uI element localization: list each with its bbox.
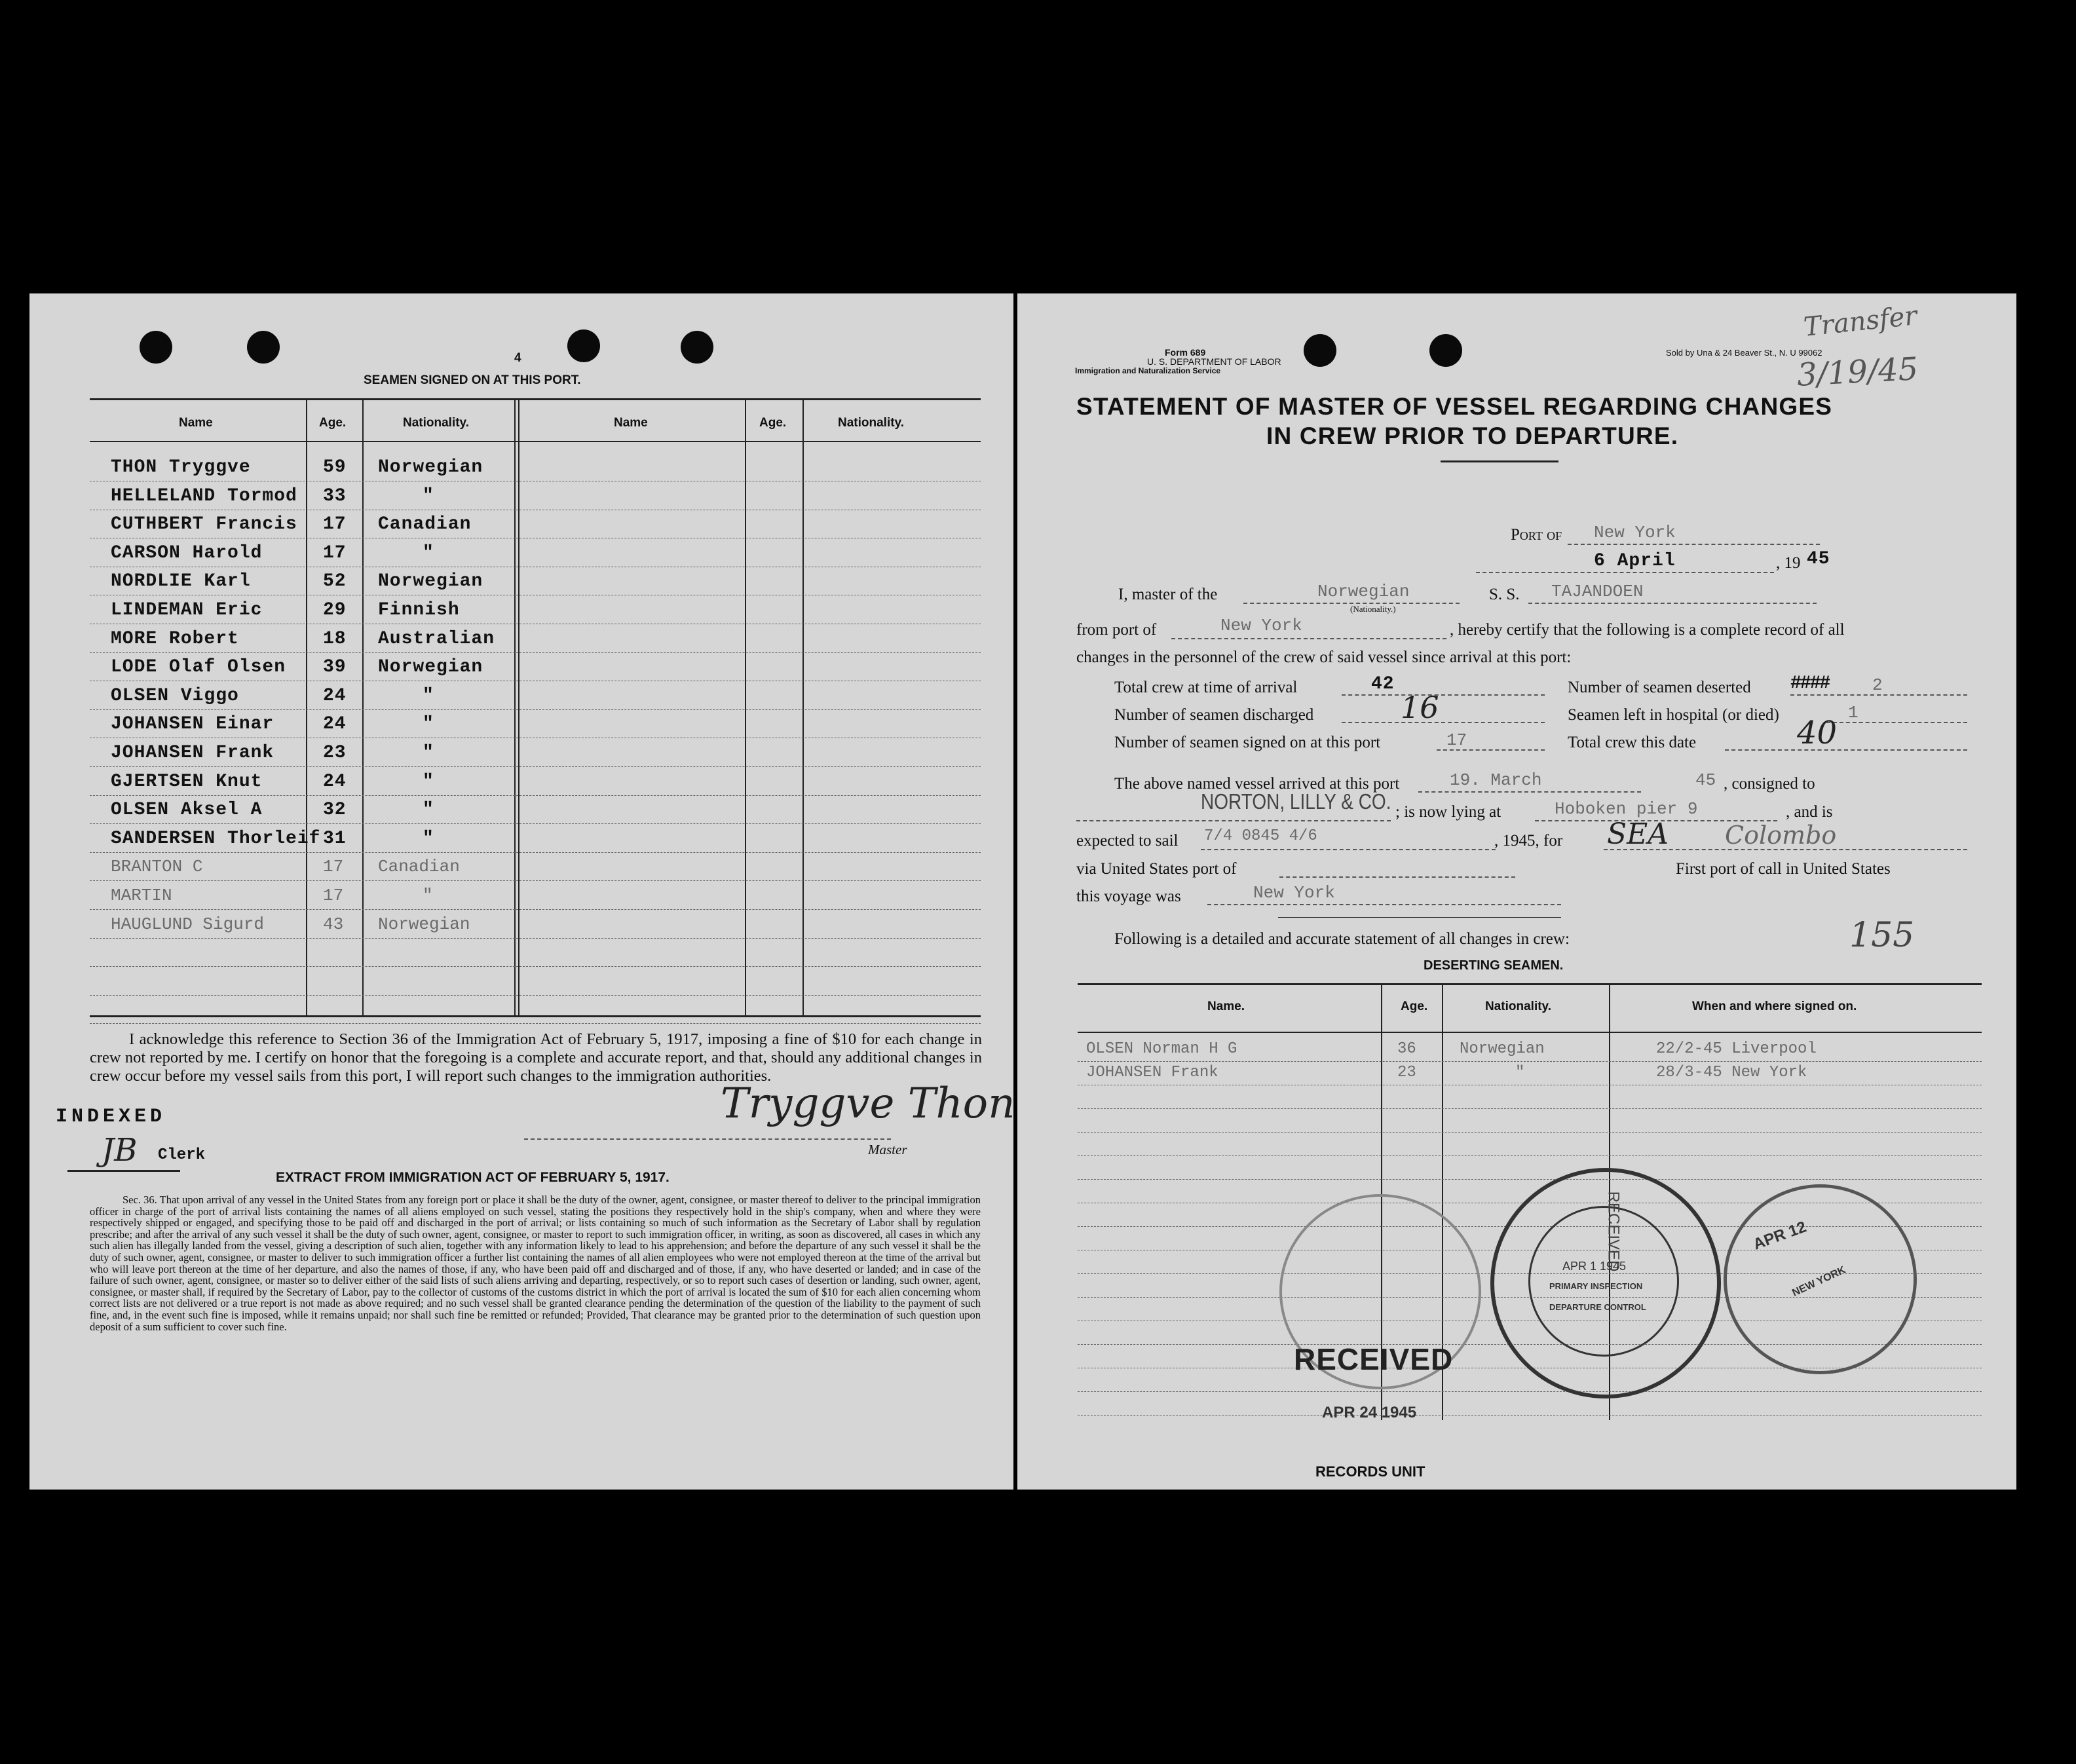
handwritten-155: 155 bbox=[1849, 916, 1915, 955]
hospital-value: 1 bbox=[1848, 703, 1859, 722]
extract-title: EXTRACT FROM IMMIGRATION ACT OF FEBRUARY 5, 1917. bbox=[276, 1170, 670, 1185]
seaman-nationality: " bbox=[423, 828, 434, 849]
seaman-nationality: Canadian bbox=[378, 857, 460, 877]
table-header-rule bbox=[90, 441, 981, 442]
certify-text: , hereby certify that the following is a complete record of all bbox=[1450, 621, 1845, 639]
stamp-apr-12: APR 12 bbox=[1750, 1218, 1809, 1254]
punch-hole bbox=[1429, 334, 1462, 367]
seaman-name: MARTIN bbox=[111, 886, 172, 905]
lying-at-text: ; is now lying at bbox=[1395, 803, 1501, 821]
first-port-label: First port of call in United States bbox=[1676, 860, 1891, 878]
seaman-name: OLSEN Aksel A bbox=[111, 800, 263, 821]
seaman-nationality: Norwegian bbox=[378, 914, 470, 934]
header-age-2: Age. bbox=[759, 416, 787, 430]
seaman-age: 43 bbox=[323, 914, 344, 934]
from-port-value: New York bbox=[1220, 616, 1302, 635]
seaman-nationality: Canadian bbox=[378, 514, 472, 535]
left-page bbox=[29, 293, 1013, 1490]
desert-row-rule bbox=[1078, 1179, 1982, 1180]
seaman-age: 17 bbox=[323, 857, 344, 877]
desert-header-age: Age. bbox=[1401, 1000, 1428, 1013]
total-crew-arrival-value: 42 bbox=[1371, 674, 1395, 694]
deserter-age: 36 bbox=[1397, 1040, 1416, 1058]
following-text: Following is a detailed and accurate statement of all changes in crew: bbox=[1114, 930, 1570, 948]
count-line bbox=[1342, 722, 1545, 723]
punch-hole bbox=[140, 331, 172, 364]
seaman-name: MORE Robert bbox=[111, 628, 239, 649]
hospital-label: Seamen left in hospital (or died) bbox=[1568, 706, 1779, 724]
form-title-line2: IN CREW PRIOR TO DEPARTURE. bbox=[1266, 422, 1679, 449]
seaman-name: GJERTSEN Knut bbox=[111, 771, 263, 792]
seaman-age: 24 bbox=[323, 714, 347, 735]
col-divider bbox=[306, 400, 307, 1015]
seaman-name: SANDERSEN Thorleif bbox=[111, 828, 321, 849]
row-rule bbox=[90, 880, 981, 881]
arrived-value: 19. March bbox=[1450, 770, 1542, 790]
desert-row-rule bbox=[1078, 1132, 1982, 1133]
acknowledgement-text: I acknowledge this reference to Section 36 of the Immigration Act of February 5, 1917, imposing a fine of $10 for each change in crew not reported by me. I certify on honor that the foregoing is a complete and accurate report, and that, should any additional changes in crew occur before my vessel sails from this port, I will report such changes to the immigration authorities. bbox=[90, 1030, 982, 1085]
port-value: New York bbox=[1594, 523, 1676, 542]
deserter-name: JOHANSEN Frank bbox=[1086, 1064, 1218, 1081]
col-divider bbox=[362, 400, 364, 1015]
seaman-nationality: " bbox=[423, 771, 434, 792]
sail-year-text: , 1945, for bbox=[1494, 832, 1563, 850]
row-rule bbox=[90, 938, 981, 939]
seaman-name: BRANTON C bbox=[111, 857, 203, 877]
seaman-name: CUTHBERT Francis bbox=[111, 514, 297, 535]
sold-by: Sold by Una & 24 Beaver St., N. U 99062 bbox=[1666, 348, 1822, 358]
seaman-age: 24 bbox=[323, 771, 347, 792]
and-is-text: , and is bbox=[1786, 803, 1833, 821]
arrived-text: The above named vessel arrived at this port bbox=[1114, 775, 1400, 793]
arrival-line bbox=[1418, 791, 1641, 793]
this-voyage-value: New York bbox=[1253, 883, 1335, 903]
consignee-value: NORTON, LILLY & CO. bbox=[1201, 789, 1391, 814]
stamp-primary-inspection: PRIMARY INSPECTION bbox=[1549, 1281, 1643, 1291]
title-underline bbox=[1441, 460, 1558, 462]
seaman-nationality: Norwegian bbox=[378, 571, 483, 592]
header-nationality: Nationality. bbox=[403, 416, 469, 430]
handwritten-date: 3/19/45 bbox=[1796, 350, 1919, 394]
received-stamp-2: RECEIVED bbox=[1294, 1342, 1454, 1376]
desert-row-rule bbox=[1078, 1155, 1982, 1156]
header-name-2: Name bbox=[614, 416, 648, 430]
extract-text: Sec. 36. That upon arrival of any vessel in the United States from any foreign port or place it shall be the duty of the owner, agent, consignee, or master thereof to deliver to the principal immigration officer in charge of the port of arrival lists containing the names of all aliens employed on such vessel, stating the positions they respectively hold in the ship's company, when and where they were respectively shipped or engaged, and specifying those to be paid off and discharged in the port of arrival; or lists containing so much of such information as the Secretary of Labor shall by regulation prescribe; and after the arrival of any such vessel it shall be the duty of such owner, agent, consignee, or master to report to such immigration officer, in writing, as soon as discovered, all cases in which any such alien has illegally landed from the vessel, giving a description of such alien, together with any information likely to lead to his apprehension; and before the departure of any such vessel it shall be the duty of such owner, agent, consignee, or master to deliver to such immigration officer a further list containing the names of all alien employees who were not employed thereon at the time of the arrival but who will leave port thereon at the time of her departure, and also the names of those, if any, who have been paid off and discharged and of those, if any, who have deserted or landed; and in case of the failure of such owner, agent, consignee, or master so to deliver either of the said lists of such aliens arriving and departing, respectively, or so to report such cases of desertion or landing, such owner, agent, consignee, or master shall, if required by the Secretary of Labor, pay to the collector of customs of the customs district in which the port of arrival is located the sum of $10 for each alien concerning whom correct lists are not delivered or a true report is not made as above required; and no such vessel shall be granted clearance pending the determination of the question of the liability to the payment of such fine, and, in the event such fine is imposed, while it remains unpaid; nor shall such fine be remitted or refunded; Provided, That clearance may be granted prior to the determination of such question upon deposit of a sum sufficient to cover such fine. bbox=[90, 1193, 981, 1333]
clerk-underline bbox=[67, 1170, 180, 1172]
row-rule bbox=[90, 766, 981, 767]
desert-row-rule bbox=[1078, 1061, 1982, 1062]
seaman-name: JOHANSEN Frank bbox=[111, 743, 274, 763]
deserted-strike: #### bbox=[1790, 673, 1830, 694]
punch-hole bbox=[567, 329, 600, 362]
desert-header-name: Name. bbox=[1207, 1000, 1245, 1013]
records-unit-2: RECORDS UNIT bbox=[1315, 1463, 1425, 1480]
deserter-nationality: " bbox=[1515, 1064, 1525, 1081]
col-divider bbox=[802, 400, 804, 1015]
col-divider bbox=[518, 400, 519, 1015]
discharged-value: 16 bbox=[1401, 690, 1439, 725]
desert-row-rule bbox=[1078, 1391, 1982, 1392]
master-label: Master bbox=[868, 1142, 907, 1157]
seaman-age: 52 bbox=[323, 571, 347, 592]
seaman-nationality: " bbox=[423, 542, 434, 563]
seaman-name: CARSON Harold bbox=[111, 542, 263, 563]
master-signature: Tryggve Thon bbox=[721, 1079, 1015, 1128]
lying-at-value: Hoboken pier 9 bbox=[1555, 799, 1698, 819]
seaman-name: THON Tryggve bbox=[111, 457, 251, 478]
indexed-stamp: INDEXED bbox=[56, 1106, 166, 1128]
via-label: via United States port of bbox=[1076, 860, 1237, 878]
voyage-line bbox=[1207, 904, 1561, 905]
seaman-age: 17 bbox=[323, 886, 344, 905]
seaman-name: JOHANSEN Einar bbox=[111, 714, 274, 735]
deserter-name: OLSEN Norman H G bbox=[1086, 1040, 1237, 1058]
nationality-caption: (Nationality.) bbox=[1350, 604, 1396, 614]
stamp-date: APR 1 1945 bbox=[1562, 1260, 1627, 1273]
row-rule bbox=[90, 995, 981, 996]
row-rule bbox=[90, 709, 981, 710]
deserting-title: DESERTING SEAMEN. bbox=[1424, 958, 1564, 973]
count-line bbox=[1725, 749, 1967, 751]
stamp-new-york: NEW YORK bbox=[1790, 1264, 1847, 1299]
seaman-name: LINDEMAN Eric bbox=[111, 600, 263, 620]
seaman-nationality: " bbox=[423, 743, 434, 763]
desert-row-rule bbox=[1078, 1415, 1982, 1416]
total-crew-date-value: 40 bbox=[1797, 715, 1838, 751]
table-top-rule bbox=[90, 398, 981, 400]
seaman-name: NORDLIE Karl bbox=[111, 571, 251, 592]
signed-on-label: Number of seamen signed on at this port bbox=[1114, 734, 1381, 751]
seaman-nationality: Australian bbox=[378, 628, 495, 649]
seaman-age: 32 bbox=[323, 800, 347, 821]
seaman-nationality: " bbox=[423, 800, 434, 821]
punch-hole bbox=[681, 331, 713, 364]
seaman-age: 33 bbox=[323, 485, 347, 506]
row-rule bbox=[90, 852, 981, 853]
stamp-departure-control: DEPARTURE CONTROL bbox=[1549, 1302, 1646, 1312]
seaman-age: 17 bbox=[323, 542, 347, 563]
voyage-rule bbox=[1278, 917, 1561, 918]
seaman-name: HAUGLUND Sigurd bbox=[111, 914, 265, 934]
seaman-age: 17 bbox=[323, 514, 347, 535]
port-label: Port of bbox=[1511, 526, 1562, 544]
section-title: SEAMEN SIGNED ON AT THIS PORT. bbox=[364, 373, 581, 387]
port-line bbox=[1568, 544, 1820, 545]
desert-row-rule bbox=[1078, 1108, 1982, 1109]
seaman-age: 59 bbox=[323, 457, 347, 478]
deserter-nationality: Norwegian bbox=[1460, 1040, 1545, 1058]
sail-for-hand: Colombo bbox=[1725, 821, 1837, 850]
deserter-signed-on: 28/3-45 New York bbox=[1656, 1064, 1807, 1081]
signed-on-value: 17 bbox=[1446, 730, 1467, 750]
date-value: 6 April bbox=[1594, 551, 1676, 571]
received-date-2: APR 24 1945 bbox=[1322, 1404, 1417, 1421]
consignee-line bbox=[1076, 820, 1391, 821]
date-line bbox=[1476, 572, 1774, 573]
seaman-nationality: Norwegian bbox=[378, 657, 483, 678]
sail-for-value: SEA bbox=[1607, 817, 1669, 851]
row-rule bbox=[90, 823, 981, 824]
seaman-name: HELLELAND Tormod bbox=[111, 485, 297, 506]
col-divider bbox=[514, 400, 516, 1015]
punch-hole bbox=[247, 331, 280, 364]
service-name: Immigration and Naturalization Service bbox=[1075, 366, 1221, 375]
right-page bbox=[1017, 293, 2016, 1490]
desert-header-signed: When and where signed on. bbox=[1692, 1000, 1857, 1013]
deserter-signed-on: 22/2-45 Liverpool bbox=[1656, 1040, 1817, 1058]
department: U. S. DEPARTMENT OF LABOR bbox=[1147, 356, 1281, 367]
seaman-nationality: " bbox=[423, 685, 434, 706]
page-number: 4 bbox=[514, 351, 521, 365]
clerk-initials: JB bbox=[102, 1132, 138, 1169]
punch-hole bbox=[1304, 334, 1336, 367]
row-rule bbox=[90, 909, 981, 910]
seaman-nationality: " bbox=[423, 714, 434, 735]
count-line bbox=[1342, 694, 1545, 696]
seaman-age: 24 bbox=[323, 685, 347, 706]
from-port-label: from port of bbox=[1076, 621, 1157, 639]
seaman-age: 18 bbox=[323, 628, 347, 649]
nationality-value: Norwegian bbox=[1317, 582, 1410, 601]
signature-line bbox=[524, 1138, 891, 1140]
discharged-label: Number of seamen discharged bbox=[1114, 706, 1314, 724]
seaman-age: 23 bbox=[323, 743, 347, 763]
clerk-label: Clerk bbox=[158, 1146, 206, 1164]
master-of-label: I, master of the bbox=[1118, 586, 1218, 603]
deserted-label: Number of seamen deserted bbox=[1568, 679, 1751, 696]
form-number: Form 689 bbox=[1165, 347, 1206, 358]
total-crew-date-label: Total crew this date bbox=[1568, 734, 1697, 751]
changes-text: changes in the personnel of the crew of said vessel since arrival at this port: bbox=[1076, 648, 1572, 666]
desert-table-top bbox=[1078, 983, 1982, 985]
seaman-age: 31 bbox=[323, 828, 347, 849]
seaman-age: 39 bbox=[323, 657, 347, 678]
row-rule bbox=[90, 966, 981, 967]
total-crew-arrival-label: Total crew at time of arrival bbox=[1114, 679, 1298, 696]
seaman-nationality: Finnish bbox=[378, 600, 460, 620]
year-prefix: , 19 bbox=[1776, 554, 1801, 572]
header-nationality-2: Nationality. bbox=[838, 416, 904, 430]
seaman-nationality: " bbox=[423, 485, 434, 506]
deserted-value: 2 bbox=[1872, 675, 1883, 695]
seaman-age: 29 bbox=[323, 600, 347, 620]
seaman-name: OLSEN Viggo bbox=[111, 685, 239, 706]
form-title-line1: STATEMENT OF MASTER OF VESSEL REGARDING CHANGES bbox=[1076, 393, 1833, 420]
seaman-nationality: " bbox=[423, 886, 433, 905]
seaman-name: LODE Olaf Olsen bbox=[111, 657, 286, 678]
deserter-age: 23 bbox=[1397, 1064, 1416, 1081]
header-name: Name bbox=[179, 416, 213, 430]
desert-header-nationality: Nationality. bbox=[1485, 1000, 1551, 1013]
desert-header-rule bbox=[1078, 1032, 1982, 1033]
stamp-received-text: RECEIVED bbox=[1604, 1191, 1623, 1272]
table-bottom-rule bbox=[90, 1015, 981, 1017]
header-age: Age. bbox=[319, 416, 347, 430]
this-voyage-label: this voyage was bbox=[1076, 888, 1181, 905]
from-port-line bbox=[1171, 638, 1446, 639]
ship-line bbox=[1528, 603, 1817, 604]
expected-label: expected to sail bbox=[1076, 832, 1179, 850]
row-rule bbox=[90, 652, 981, 653]
row-rule bbox=[90, 795, 981, 796]
seaman-nationality: Norwegian bbox=[378, 457, 483, 478]
consigned-text: , consigned to bbox=[1724, 775, 1815, 793]
ship-name: TAJANDOEN bbox=[1551, 582, 1644, 601]
handwritten-note: Transfer bbox=[1802, 301, 1919, 343]
row-rule bbox=[90, 1023, 981, 1024]
arrived-year-value: 45 bbox=[1695, 770, 1716, 790]
year-value: 45 bbox=[1807, 549, 1830, 569]
col-divider bbox=[745, 400, 746, 1015]
via-line bbox=[1279, 876, 1515, 878]
sail-value: 7/4 0845 4/6 bbox=[1204, 827, 1317, 845]
sail-line bbox=[1201, 849, 1496, 850]
ss-label: S. S. bbox=[1489, 586, 1520, 603]
